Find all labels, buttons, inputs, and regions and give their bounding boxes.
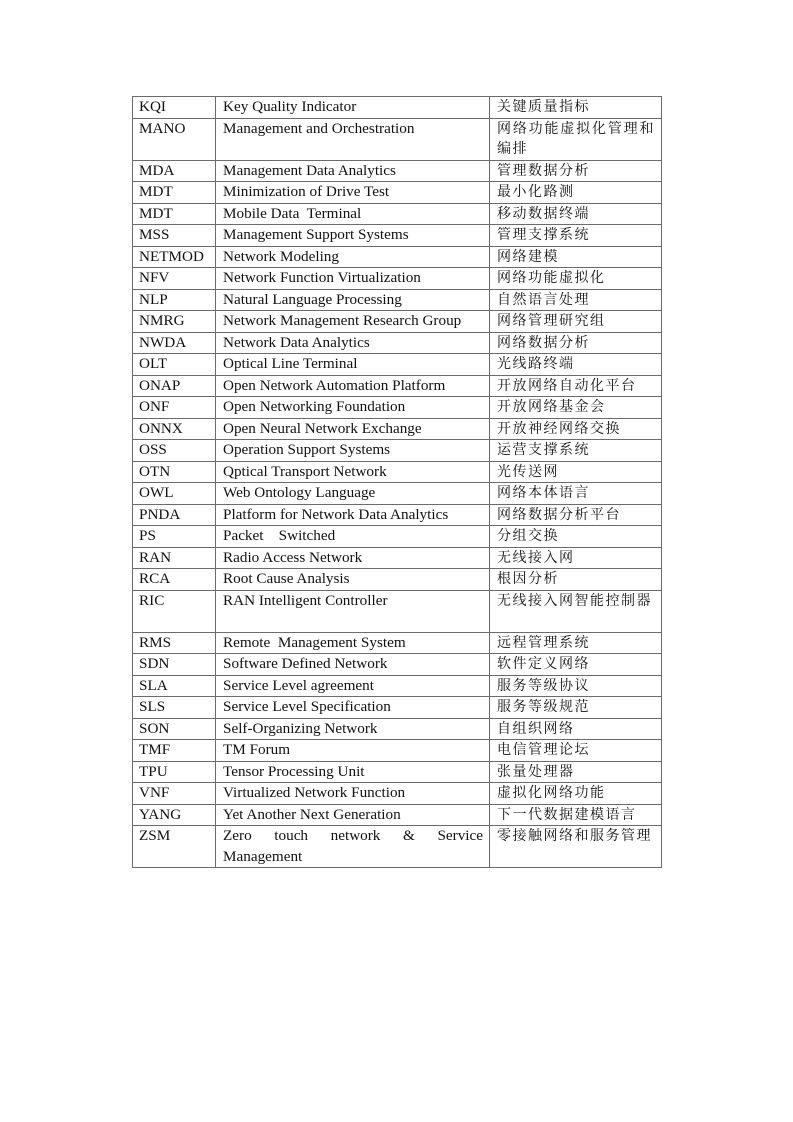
chinese-term-cell: 网络管理研究组 bbox=[490, 311, 662, 333]
abbreviation-cell: NLP bbox=[133, 289, 216, 311]
table-row bbox=[133, 697, 662, 719]
chinese-term-cell: 无线接入网 bbox=[490, 547, 662, 569]
english-term-cell: Network Management Research Group bbox=[216, 311, 490, 333]
chinese-term-cell: 零接触网络和服务管理 bbox=[490, 826, 662, 868]
chinese-term-cell: 软件定义网络 bbox=[490, 654, 662, 676]
english-term-cell: Web Ontology Language bbox=[216, 483, 490, 505]
abbreviation-cell: NWDA bbox=[133, 332, 216, 354]
table-row bbox=[133, 332, 662, 354]
english-term-cell: Key Quality Indicator bbox=[216, 97, 490, 119]
abbreviation-cell: SLS bbox=[133, 697, 216, 719]
abbreviation-cell: TMF bbox=[133, 740, 216, 762]
chinese-term-cell: 移动数据终端 bbox=[490, 203, 662, 225]
chinese-term-cell: 网络数据分析 bbox=[490, 332, 662, 354]
table-row bbox=[133, 654, 662, 676]
abbreviation-cell: PNDA bbox=[133, 504, 216, 526]
table-row bbox=[133, 225, 662, 247]
table-row bbox=[133, 246, 662, 268]
abbreviation-cell: PS bbox=[133, 526, 216, 548]
table-row bbox=[133, 804, 662, 826]
table-row bbox=[133, 375, 662, 397]
table-row bbox=[133, 504, 662, 526]
abbreviation-cell: MANO bbox=[133, 118, 216, 160]
table-row bbox=[133, 590, 662, 632]
abbreviation-cell: SLA bbox=[133, 675, 216, 697]
table-row bbox=[133, 268, 662, 290]
chinese-term-cell: 最小化路测 bbox=[490, 182, 662, 204]
abbreviation-cell: TPU bbox=[133, 761, 216, 783]
chinese-term-cell: 开放网络基金会 bbox=[490, 397, 662, 419]
english-term-cell: Network Modeling bbox=[216, 246, 490, 268]
english-term-cell: Virtualized Network Function bbox=[216, 783, 490, 805]
english-term-cell: Service Level agreement bbox=[216, 675, 490, 697]
chinese-term-cell: 远程管理系统 bbox=[490, 632, 662, 654]
chinese-term-cell: 光线路终端 bbox=[490, 354, 662, 376]
table-row bbox=[133, 718, 662, 740]
english-term-cell: Software Defined Network bbox=[216, 654, 490, 676]
english-term-cell: Qptical Transport Network bbox=[216, 461, 490, 483]
table-row bbox=[133, 354, 662, 376]
english-term-cell: Yet Another Next Generation bbox=[216, 804, 490, 826]
abbreviation-cell: OSS bbox=[133, 440, 216, 462]
table-row bbox=[133, 418, 662, 440]
table-row bbox=[133, 826, 662, 868]
chinese-term-cell: 服务等级协议 bbox=[490, 675, 662, 697]
table-row bbox=[133, 547, 662, 569]
table-row bbox=[133, 397, 662, 419]
chinese-term-cell: 自组织网络 bbox=[490, 718, 662, 740]
chinese-term-cell: 虚拟化网络功能 bbox=[490, 783, 662, 805]
chinese-term-cell: 张量处理器 bbox=[490, 761, 662, 783]
chinese-term-cell: 管理支撑系统 bbox=[490, 225, 662, 247]
abbreviation-cell: KQI bbox=[133, 97, 216, 119]
chinese-term-cell: 服务等级规范 bbox=[490, 697, 662, 719]
abbreviation-cell: YANG bbox=[133, 804, 216, 826]
abbreviation-cell: NETMOD bbox=[133, 246, 216, 268]
table-row bbox=[133, 675, 662, 697]
abbreviation-cell: MDT bbox=[133, 203, 216, 225]
english-term-cell: Management and Orchestration bbox=[216, 118, 490, 160]
abbreviation-cell: ONNX bbox=[133, 418, 216, 440]
abbreviation-cell: VNF bbox=[133, 783, 216, 805]
abbreviation-table-body bbox=[133, 97, 662, 868]
table-row bbox=[133, 740, 662, 762]
chinese-term-cell: 根因分析 bbox=[490, 569, 662, 591]
english-term-cell: Network Data Analytics bbox=[216, 332, 490, 354]
english-term-cell: Self-Organizing Network bbox=[216, 718, 490, 740]
abbreviation-cell: RAN bbox=[133, 547, 216, 569]
english-term-cell: Zero touch network & Service Management bbox=[216, 826, 490, 868]
chinese-term-cell: 网络本体语言 bbox=[490, 483, 662, 505]
chinese-term-cell: 运营支撑系统 bbox=[490, 440, 662, 462]
chinese-term-cell: 网络建模 bbox=[490, 246, 662, 268]
english-term-cell: Packet Switched bbox=[216, 526, 490, 548]
english-term-cell: Minimization of Drive Test bbox=[216, 182, 490, 204]
english-term-cell: Management Support Systems bbox=[216, 225, 490, 247]
table-row bbox=[133, 97, 662, 119]
abbreviation-cell: OWL bbox=[133, 483, 216, 505]
table-row bbox=[133, 289, 662, 311]
abbreviation-cell: SON bbox=[133, 718, 216, 740]
english-term-cell: Management Data Analytics bbox=[216, 160, 490, 182]
english-term-cell: Natural Language Processing bbox=[216, 289, 490, 311]
english-term-cell: Optical Line Terminal bbox=[216, 354, 490, 376]
abbreviation-table bbox=[132, 96, 662, 868]
english-term-cell: Mobile Data Terminal bbox=[216, 203, 490, 225]
table-row bbox=[133, 632, 662, 654]
english-term-cell: Open Neural Network Exchange bbox=[216, 418, 490, 440]
abbreviation-cell: MDT bbox=[133, 182, 216, 204]
abbreviation-cell: NMRG bbox=[133, 311, 216, 333]
abbreviation-cell: RIC bbox=[133, 590, 216, 632]
english-term-cell: Remote Management System bbox=[216, 632, 490, 654]
table-row bbox=[133, 483, 662, 505]
english-term-cell: TM Forum bbox=[216, 740, 490, 762]
table-row bbox=[133, 526, 662, 548]
table-row bbox=[133, 761, 662, 783]
english-term-cell: RAN Intelligent Controller bbox=[216, 590, 490, 632]
abbreviation-cell: SDN bbox=[133, 654, 216, 676]
chinese-term-cell: 分组交换 bbox=[490, 526, 662, 548]
abbreviation-cell: ONAP bbox=[133, 375, 216, 397]
abbreviation-cell: ONF bbox=[133, 397, 216, 419]
table-row bbox=[133, 160, 662, 182]
chinese-term-cell: 网络功能虚拟化管理和编排 bbox=[490, 118, 662, 160]
table-row bbox=[133, 440, 662, 462]
english-term-cell: Platform for Network Data Analytics bbox=[216, 504, 490, 526]
abbreviation-cell: OLT bbox=[133, 354, 216, 376]
english-term-cell: Open Network Automation Platform bbox=[216, 375, 490, 397]
chinese-term-cell: 网络功能虚拟化 bbox=[490, 268, 662, 290]
english-term-cell: Network Function Virtualization bbox=[216, 268, 490, 290]
chinese-term-cell: 开放网络自动化平台 bbox=[490, 375, 662, 397]
abbreviation-cell: MDA bbox=[133, 160, 216, 182]
english-term-cell: Tensor Processing Unit bbox=[216, 761, 490, 783]
table-row bbox=[133, 569, 662, 591]
table-row bbox=[133, 203, 662, 225]
chinese-term-cell: 光传送网 bbox=[490, 461, 662, 483]
abbreviation-cell: RMS bbox=[133, 632, 216, 654]
abbreviation-cell: NFV bbox=[133, 268, 216, 290]
chinese-term-cell: 无线接入网智能控制器 bbox=[490, 590, 662, 632]
english-term-cell: Operation Support Systems bbox=[216, 440, 490, 462]
chinese-term-cell: 自然语言处理 bbox=[490, 289, 662, 311]
english-term-cell: Open Networking Foundation bbox=[216, 397, 490, 419]
chinese-term-cell: 下一代数据建模语言 bbox=[490, 804, 662, 826]
english-term-cell: Service Level Specification bbox=[216, 697, 490, 719]
chinese-term-cell: 开放神经网络交换 bbox=[490, 418, 662, 440]
table-row bbox=[133, 461, 662, 483]
table-row bbox=[133, 783, 662, 805]
abbreviation-cell: RCA bbox=[133, 569, 216, 591]
english-term-cell: Root Cause Analysis bbox=[216, 569, 490, 591]
chinese-term-cell: 网络数据分析平台 bbox=[490, 504, 662, 526]
chinese-term-cell: 电信管理论坛 bbox=[490, 740, 662, 762]
chinese-term-cell: 关键质量指标 bbox=[490, 97, 662, 119]
table-row bbox=[133, 311, 662, 333]
table-row bbox=[133, 118, 662, 160]
chinese-term-cell: 管理数据分析 bbox=[490, 160, 662, 182]
table-row bbox=[133, 182, 662, 204]
english-term-cell: Radio Access Network bbox=[216, 547, 490, 569]
abbreviation-cell: OTN bbox=[133, 461, 216, 483]
abbreviation-cell: MSS bbox=[133, 225, 216, 247]
abbreviation-cell: ZSM bbox=[133, 826, 216, 868]
